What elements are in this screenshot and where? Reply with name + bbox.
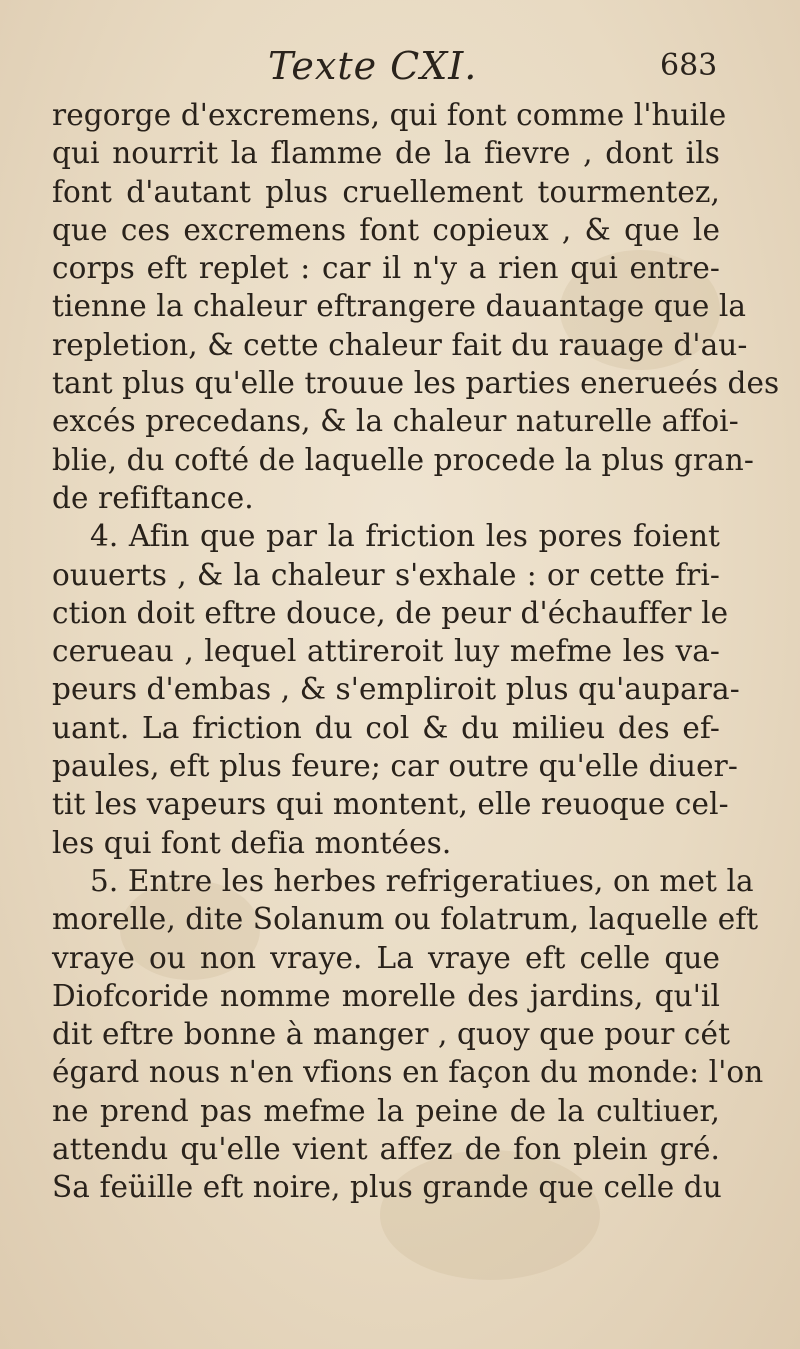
- text-line: dit eftre bonne à manger , quoy que pour cét: [52, 1017, 731, 1052]
- paragraph-start: 4. Afin que par la friction les pores foient: [90, 519, 720, 554]
- text-line: cerueau , lequel attireroit luy mefme les va-: [52, 634, 720, 669]
- text-line: excés precedans, & la chaleur naturelle affoi-: [52, 404, 739, 439]
- page-header: [0, 44, 800, 94]
- text-line: peurs d'embas , & s'empliroit plus qu'aupara-: [52, 672, 740, 707]
- text-line: corps eft replet : car il n'y a rien qui entre-: [52, 251, 720, 286]
- text-line: blie, du cofté de laquelle procede la plus gran-: [52, 442, 754, 477]
- text-line: uant. La friction du col & du milieu des ef-: [52, 710, 720, 745]
- text-line: de refiftance.: [52, 480, 254, 515]
- text-line: égard nous n'en vfions en façon du monde: l'on: [52, 1055, 764, 1090]
- text-line: vraye ou non vraye. La vraye eft celle que: [52, 940, 720, 975]
- text-line: font d'autant plus cruellement tourmentez,: [52, 174, 720, 209]
- text-line: les qui font defia montées.: [52, 825, 452, 860]
- text-line: que ces excremens font copieux , & que le: [52, 212, 720, 247]
- text-line: Diofcoride nomme morelle des jardins, qu'il: [52, 978, 720, 1013]
- text-line: paules, eft plus feure; car outre qu'elle diuer-: [52, 749, 738, 784]
- text-line: ouuerts , & la chaleur s'exhale : or cette fri-: [52, 557, 720, 592]
- page-number: 683: [660, 48, 718, 83]
- text-line: qui nourrit la flamme de la fievre , dont ils: [52, 136, 720, 171]
- text-line: ne prend pas mefme la peine de la cultiuer,: [52, 1093, 720, 1128]
- text-line: tienne la chaleur eftrangere dauantage que la: [52, 289, 747, 324]
- text-line: tant plus qu'elle trouue les parties enerueés des: [52, 366, 780, 401]
- text-line: regorge d'excremens, qui font comme l'huile: [52, 98, 727, 132]
- text-line: ction doit eftre douce, de peur d'échauffer le: [52, 595, 729, 630]
- text-line: attendu qu'elle vient affez de fon plein gré.: [52, 1132, 720, 1167]
- text-line: tit les vapeurs qui montent, elle reuoque cel-: [52, 787, 729, 822]
- body-text: [52, 96, 780, 1207]
- text-line: Sa feüille eft noire, plus grande que celle du: [52, 1170, 722, 1205]
- text-line: repletion, & cette chaleur fait du rauage d'au-: [52, 327, 748, 362]
- text-line: morelle, dite Solanum ou folatrum, laquelle eft: [52, 902, 759, 937]
- paragraph-start: 5. Entre les herbes refrigeratiues, on met la: [90, 863, 754, 898]
- running-title: Texte CXI.: [268, 44, 478, 88]
